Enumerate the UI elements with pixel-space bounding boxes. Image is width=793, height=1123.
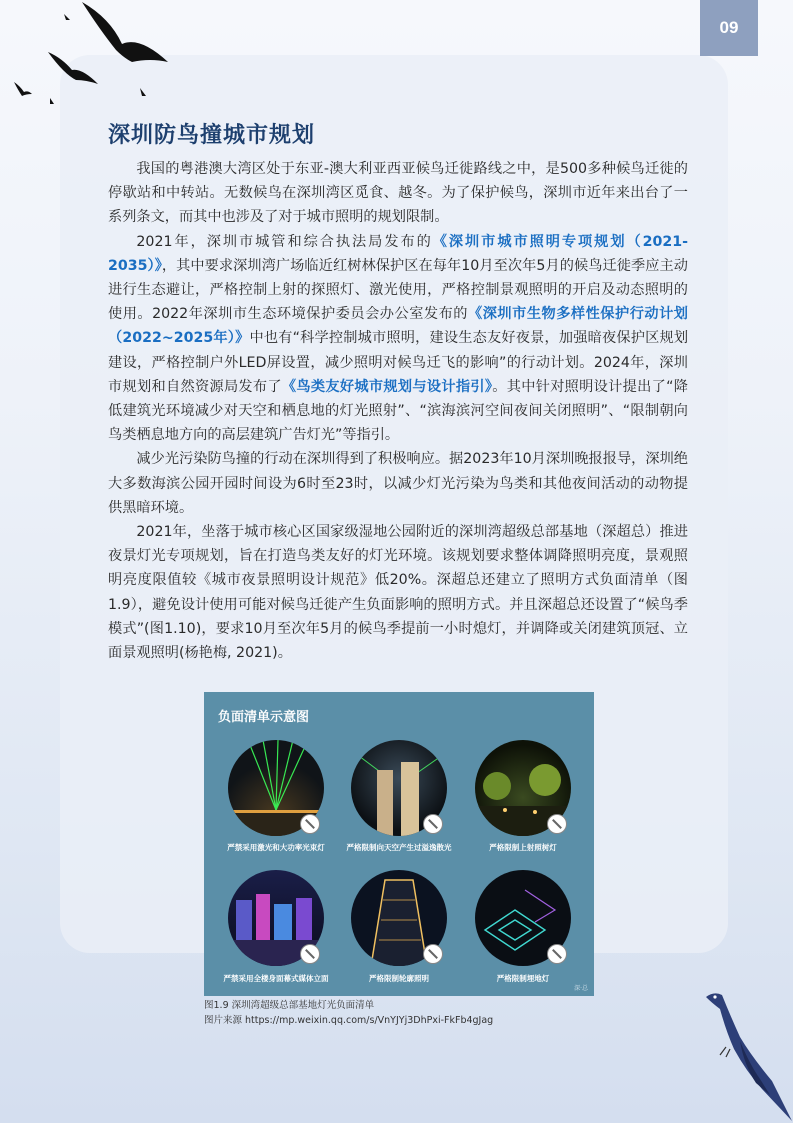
prohibited-icon [423, 944, 443, 964]
prohibited-icon [547, 944, 567, 964]
lighting-plan-link[interactable]: 《深圳市城市照明专项规划（2021-2035）》 [108, 233, 688, 274]
paragraph-text: 。其中针对照明设计提出了“降低建筑光环境减少对天空和栖息地的灯光照射”、“滨海滨河空间夜间关闭照明”、“限制朝向鸟类栖息地方向的高层建筑广告灯光”等指引。 [108, 378, 688, 444]
negative-list-figure [204, 692, 594, 996]
item-caption: 严格限制轮廓照明 [369, 974, 429, 983]
bird-friendly-guide-link[interactable]: 《鸟类友好城市规划与设计指引》 [281, 378, 493, 395]
prohibited-icon [547, 814, 567, 834]
paragraph-3 [108, 447, 688, 520]
prohibited-icon [300, 944, 320, 964]
paragraph-text: 我国的粤港澳大湾区处于东亚-澳大利亚西亚候鸟迁徙路线之中，是500多种候鸟迁徙的停歇站和中转站。无数候鸟在深圳湾区觅食、越冬。为了保护候鸟，深圳市近年来出台了一系列条文，而其中也涉及了对于城市照明的规划限制。 [108, 161, 688, 226]
figure-caption-title: 图1.9 深圳湾超级总部基地灯光负面清单 [204, 1000, 375, 1011]
paragraph-text: 2021年，坐落于城市核心区国家级湿地公园附近的深圳湾超级总部基地（深超总）推进夜景灯光专项规划，旨在打造鸟类友好的灯光环境。该规划要求整体调降照明亮度，景观照明亮度限值较《城市夜景照明设计规范》低20%。深超总还建立了照明方式负面清单（图1.9），避免设计使用可能对候鸟迁徙产生负面影响的照明方式。并且深超总还设置了“候鸟季模式”(图1.10)，要求10月至次年5月的候鸟季提前一小时熄灯，并调降或关闭建筑顶冠、立面景观照明(杨艳梅, 2021)。 [108, 524, 688, 662]
paragraph-4 [108, 520, 688, 665]
item-caption: 严禁采用激光和大功率光束灯 [227, 843, 325, 852]
item-caption: 严格限制向天空产生过溢逸散光 [346, 843, 452, 852]
biodiversity-plan-link[interactable]: 《深圳市生物多样性保护行动计划（2022~2025年）》 [108, 306, 688, 347]
page-number: 09 [700, 0, 758, 56]
article [108, 118, 688, 665]
figure-caption [204, 998, 493, 1028]
article-title: 深圳防鸟撞城市规划 [108, 123, 316, 148]
paragraph-text: ，其中要求深圳湾广场临近红树林保护区在每年10月至次年5月的候鸟迁徙季应主动进行生态避让，严格控制上射的探照灯、激光使用，严格控制景观照明的开启及动态照明的使用。2022年深圳市生态环境保护委员会办公室发布的 [108, 257, 688, 323]
item-caption: 严禁采用全楼身面幕式媒体立面 [223, 974, 329, 983]
corner-watermark: 深·总 [574, 985, 588, 992]
swallow-illustration [700, 985, 793, 1123]
paragraph-2 [108, 230, 688, 448]
paragraph-text: 减少光污染防鸟撞的行动在深圳得到了积极响应。据2023年10月深圳晚报报导，深圳绝大多数海滨公园开园时间设为6时至23时，以减少灯光污染为鸟类和其他夜间活动的动物提供黑暗环境。 [108, 451, 688, 516]
prohibited-icon [423, 814, 443, 834]
figure-title: 负面清单示意图 [218, 710, 310, 725]
item-caption: 严格限制上射照树灯 [489, 843, 557, 852]
prohibited-icon [300, 814, 320, 834]
paragraph-1 [108, 157, 688, 230]
paragraph-text: 中也有“科学控制城市照明，建设生态友好夜景，加强暗夜保护区规划建设，严格控制户外LED屏设置，减少照明对候鸟迁飞的影响”的行动计划。2024年，深圳市规划和自然资源局发布了 [108, 330, 689, 395]
figure-source: 图片来源 https://mp.weixin.qq.com/s/VnYJYj3DhPxi-FkFb4gJag [204, 1015, 494, 1026]
item-caption: 严格限制埋地灯 [496, 974, 550, 983]
paragraph-text: 2021年，深圳市城管和综合执法局发布的 [136, 233, 433, 250]
